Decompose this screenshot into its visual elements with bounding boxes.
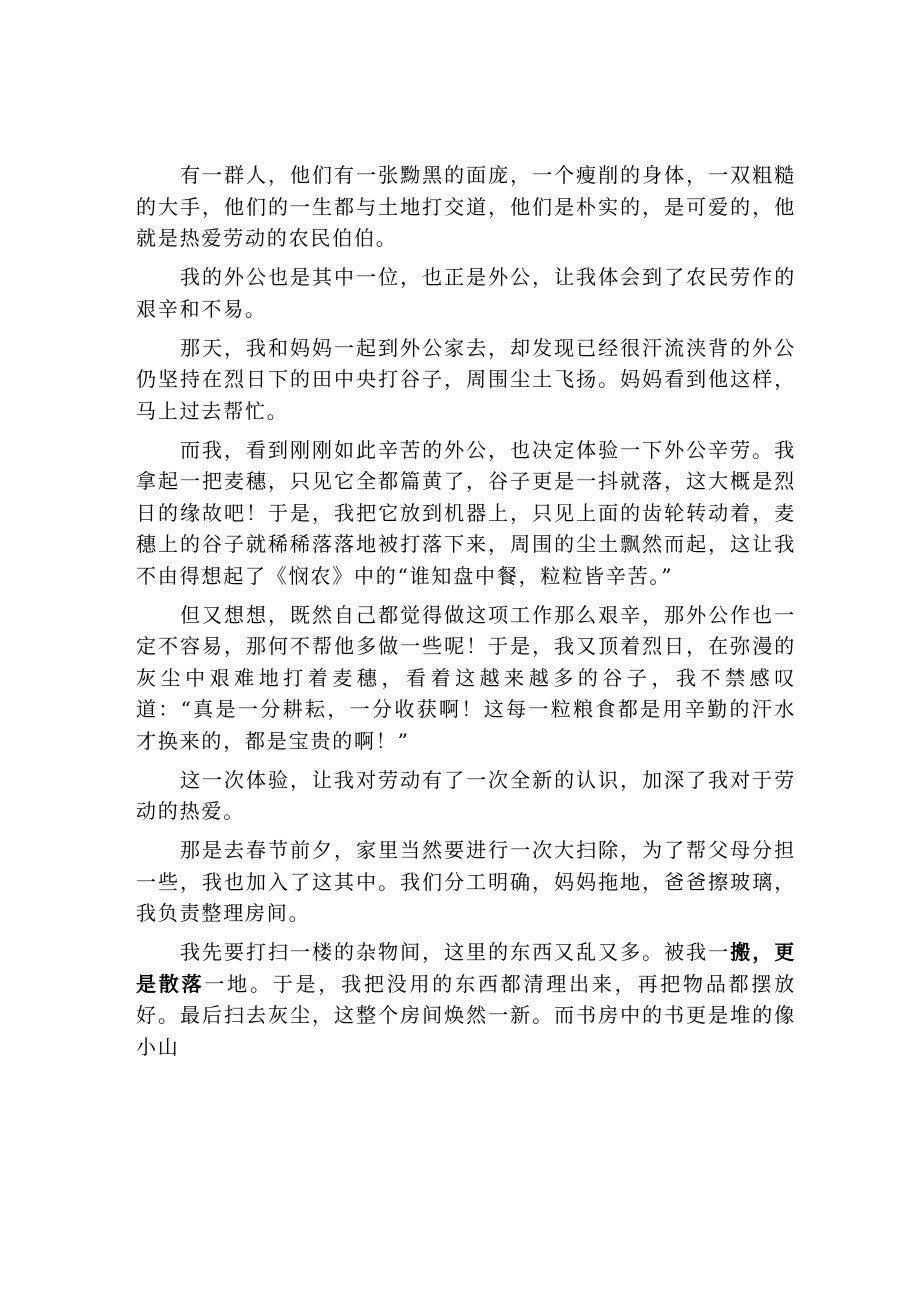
paragraph-3: 那天，我和妈妈一起到外公家去，却发现已经很汗流浃背的外公仍坚持在烈日下的田中央打谷子，周围尘土飞扬。妈妈看到他这样，马上过去帮忙。 <box>136 335 796 423</box>
paragraph-4: 而我，看到刚刚如此辛苦的外公，也决定体验一下外公辛劳。我拿起一把麦穗，只见它全都篇黄了，谷子更是一抖就落，这大概是烈日的缘故吧！于是，我把它放到机器上，只见上面的齿轮转动着，麦穗上的谷子就稀稀落落地被打落下来，周围的尘土飘然而起，这让我不由得想起了《悯农》中的“谁知盘中餐，粒粒皆辛苦。” <box>136 437 796 588</box>
paragraph-7: 那是去春节前夕，家里当然要进行一次大扫除，为了帮父母分担一些，我也加入了这其中。我们分工明确，妈妈拖地，爸爸擦玻璃，我负责整理房间。 <box>136 838 796 925</box>
paragraph-8-bold-text: 搬，更是散落 <box>136 940 797 996</box>
paragraph-8-text-end: 一地。于是，我把没用的东西都清理出来，再把物品都摆放好。最后扫去灰尘，这整个房间焕然一新。而书房中的书更是堆的像小山 <box>136 971 796 1059</box>
paragraph-6: 这一次体验，让我对劳动有了一次全新的认识，加深了我对于劳动的热爱。 <box>136 767 796 823</box>
paragraph-1: 有一群人，他们有一张黝黑的面庞，一个瘦削的身体，一双粗糙的大手，他们的一生都与土地打交道，他们是朴实的，是可爱的，他就是热爱劳动的农民伯伯。 <box>136 163 796 250</box>
document-body <box>136 160 796 1063</box>
paragraph-8-text-start: 我先要打扫一楼的杂物间，这里的东西又乱又多。被我一 <box>180 940 731 964</box>
paragraph-2: 我的外公也是其中一位，也正是外公，让我体会到了农民劳作的艰辛和不易。 <box>136 265 796 321</box>
paragraph-5: 但又想想，既然自己都觉得做这项工作那么艰辛，那外公作也一定不容易，那何不帮他多做一些呢！于是，我又顶着烈日，在弥漫的灰尘中艰难地打着麦穗，看着这越来越多的谷子，我不禁感叹道：“真是一分耕耘，一分收获啊！这每一粒粮食都是用辛勤的汗水才换来的，都是宝贵的啊！” <box>136 602 796 753</box>
paragraph-8 <box>136 937 796 1063</box>
